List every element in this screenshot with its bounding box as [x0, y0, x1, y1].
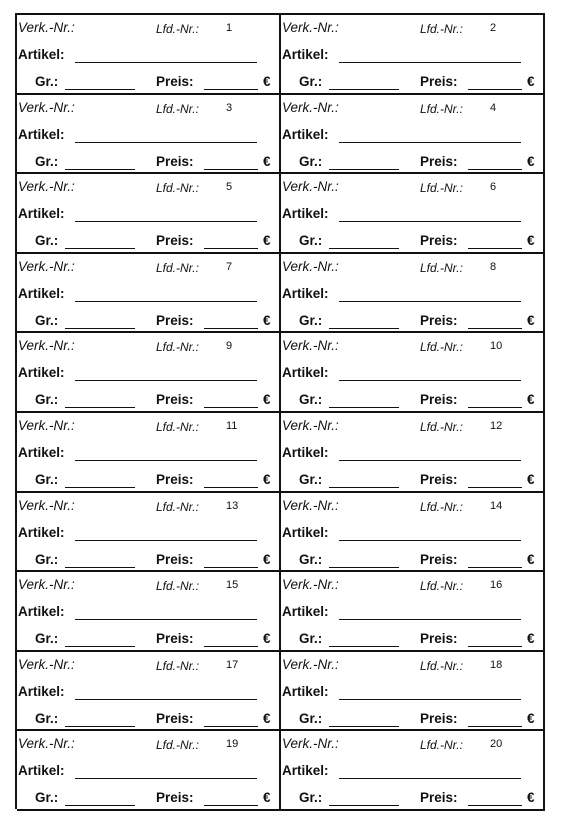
- gr-label: Gr.:: [35, 74, 59, 89]
- artikel-label: Artikel:: [282, 683, 329, 699]
- lfd-nr-label: Lfd.-Nr.:: [420, 499, 463, 514]
- gr-line: [65, 328, 135, 329]
- preis-line: [468, 726, 522, 727]
- price-label-card: [281, 413, 545, 493]
- preis-line: [204, 805, 258, 806]
- preis-label: Preis:: [156, 471, 194, 487]
- gr-line: [329, 567, 399, 568]
- price-label-card: [17, 174, 281, 254]
- lfd-nr-label: Lfd.-Nr.:: [156, 101, 199, 116]
- artikel-label: Artikel:: [18, 444, 65, 460]
- preis-label: Preis:: [156, 153, 194, 169]
- lfd-nr-label: Lfd.-Nr.:: [420, 260, 463, 275]
- preis-line: [468, 646, 522, 647]
- lfd-nr-value: 13: [226, 499, 239, 512]
- artikel-line: [75, 142, 257, 143]
- verk-nr-label: Verk.-Nr.:: [282, 338, 339, 354]
- gr-label: Gr.:: [299, 631, 323, 647]
- artikel-label: Artikel:: [18, 206, 65, 222]
- artikel-line: [339, 619, 521, 620]
- verk-nr-label: Verk.-Nr.:: [282, 577, 339, 593]
- lfd-nr-label: Lfd.-Nr.:: [420, 340, 463, 355]
- artikel-line: [339, 699, 521, 700]
- verk-nr-label: Verk.-Nr.:: [18, 338, 75, 354]
- preis-line: [468, 328, 522, 329]
- verk-nr-label: Verk.-Nr.:: [282, 417, 339, 433]
- preis-label: Preis:: [156, 74, 194, 89]
- verk-nr-label: Verk.-Nr.:: [18, 20, 75, 35]
- preis-line: [468, 487, 522, 488]
- gr-label: Gr.:: [35, 790, 59, 806]
- preis-label: Preis:: [156, 312, 194, 328]
- price-label-card: [281, 15, 545, 95]
- verk-nr-label: Verk.-Nr.:: [18, 258, 75, 274]
- verk-nr-label: Verk.-Nr.:: [282, 258, 339, 274]
- artikel-line: [75, 778, 257, 779]
- preis-label: Preis:: [156, 790, 194, 806]
- verk-nr-label: Verk.-Nr.:: [18, 656, 75, 672]
- artikel-label: Artikel:: [18, 47, 65, 62]
- artikel-label: Artikel:: [282, 763, 329, 779]
- lfd-nr-value: 5: [226, 181, 233, 194]
- artikel-line: [339, 460, 521, 461]
- verk-nr-label: Verk.-Nr.:: [18, 577, 75, 593]
- gr-line: [65, 248, 135, 249]
- artikel-label: Artikel:: [282, 126, 329, 142]
- price-label-card: [17, 572, 281, 652]
- preis-label: Preis:: [420, 631, 458, 647]
- verk-nr-label: Verk.-Nr.:: [282, 99, 339, 115]
- gr-line: [65, 169, 135, 170]
- preis-label: Preis:: [156, 233, 194, 249]
- lfd-nr-value: 8: [490, 260, 497, 273]
- euro-sign: €: [527, 710, 535, 726]
- gr-line: [329, 328, 399, 329]
- artikel-line: [339, 380, 521, 381]
- euro-sign: €: [263, 551, 271, 567]
- gr-line: [65, 726, 135, 727]
- gr-label: Gr.:: [35, 551, 59, 567]
- lfd-nr-label: Lfd.-Nr.:: [156, 419, 199, 434]
- price-label-card: [281, 652, 545, 732]
- gr-label: Gr.:: [299, 392, 323, 408]
- artikel-label: Artikel:: [282, 285, 329, 301]
- gr-label: Gr.:: [35, 233, 59, 249]
- artikel-line: [75, 380, 257, 381]
- preis-label: Preis:: [156, 631, 194, 647]
- lfd-nr-value: 17: [226, 658, 239, 671]
- price-label-card: [281, 731, 545, 811]
- artikel-line: [339, 62, 521, 63]
- lfd-nr-label: Lfd.-Nr.:: [420, 101, 463, 116]
- euro-sign: €: [263, 153, 271, 169]
- gr-label: Gr.:: [35, 312, 59, 328]
- preis-label: Preis:: [420, 312, 458, 328]
- euro-sign: €: [527, 153, 535, 169]
- artikel-line: [75, 699, 257, 700]
- lfd-nr-value: 1: [226, 22, 233, 34]
- price-label-card: [17, 652, 281, 732]
- lfd-nr-label: Lfd.-Nr.:: [156, 181, 199, 196]
- euro-sign: €: [263, 312, 271, 328]
- artikel-label: Artikel:: [282, 524, 329, 540]
- preis-label: Preis:: [156, 392, 194, 408]
- lfd-nr-value: 19: [226, 738, 239, 751]
- artikel-line: [75, 460, 257, 461]
- preis-line: [204, 328, 258, 329]
- gr-line: [329, 726, 399, 727]
- lfd-nr-label: Lfd.-Nr.:: [420, 22, 463, 36]
- price-label-card: [17, 731, 281, 811]
- gr-line: [329, 169, 399, 170]
- artikel-line: [339, 540, 521, 541]
- preis-line: [204, 89, 258, 90]
- verk-nr-label: Verk.-Nr.:: [282, 497, 339, 513]
- lfd-nr-value: 15: [226, 579, 239, 592]
- gr-line: [65, 646, 135, 647]
- euro-sign: €: [527, 233, 535, 249]
- artikel-line: [339, 221, 521, 222]
- lfd-nr-label: Lfd.-Nr.:: [156, 340, 199, 355]
- gr-line: [329, 89, 399, 90]
- gr-label: Gr.:: [299, 153, 323, 169]
- verk-nr-label: Verk.-Nr.:: [282, 20, 339, 35]
- euro-sign: €: [263, 471, 271, 487]
- artikel-label: Artikel:: [18, 604, 65, 620]
- price-label-card: [281, 493, 545, 573]
- gr-label: Gr.:: [35, 153, 59, 169]
- artikel-label: Artikel:: [282, 444, 329, 460]
- preis-label: Preis:: [420, 153, 458, 169]
- verk-nr-label: Verk.-Nr.:: [282, 179, 339, 195]
- preis-label: Preis:: [420, 392, 458, 408]
- lfd-nr-value: 11: [226, 419, 238, 432]
- artikel-line: [75, 540, 257, 541]
- euro-sign: €: [527, 790, 535, 806]
- artikel-label: Artikel:: [282, 365, 329, 381]
- artikel-label: Artikel:: [282, 47, 329, 62]
- gr-line: [329, 248, 399, 249]
- preis-line: [468, 407, 522, 408]
- gr-label: Gr.:: [299, 790, 323, 806]
- euro-sign: €: [527, 74, 535, 89]
- lfd-nr-label: Lfd.-Nr.:: [420, 181, 463, 196]
- lfd-nr-value: 10: [490, 340, 503, 353]
- gr-label: Gr.:: [299, 74, 323, 89]
- price-label-card: [17, 95, 281, 175]
- gr-line: [329, 487, 399, 488]
- gr-label: Gr.:: [299, 312, 323, 328]
- preis-label: Preis:: [156, 710, 194, 726]
- price-label-card: [17, 254, 281, 334]
- preis-line: [204, 646, 258, 647]
- gr-label: Gr.:: [299, 233, 323, 249]
- preis-label: Preis:: [420, 710, 458, 726]
- lfd-nr-label: Lfd.-Nr.:: [420, 738, 463, 753]
- gr-label: Gr.:: [35, 631, 59, 647]
- artikel-line: [339, 778, 521, 779]
- gr-line: [65, 567, 135, 568]
- euro-sign: €: [263, 790, 271, 806]
- preis-line: [204, 407, 258, 408]
- lfd-nr-label: Lfd.-Nr.:: [156, 579, 199, 594]
- lfd-nr-value: 18: [490, 658, 503, 671]
- gr-label: Gr.:: [299, 710, 323, 726]
- euro-sign: €: [527, 392, 535, 408]
- euro-sign: €: [527, 312, 535, 328]
- artikel-label: Artikel:: [18, 285, 65, 301]
- artikel-label: Artikel:: [282, 206, 329, 222]
- verk-nr-label: Verk.-Nr.:: [18, 99, 75, 115]
- gr-line: [65, 407, 135, 408]
- euro-sign: €: [263, 392, 271, 408]
- lfd-nr-value: 12: [490, 419, 503, 432]
- artikel-line: [75, 301, 257, 302]
- lfd-nr-value: 16: [490, 579, 503, 592]
- artikel-line: [75, 62, 257, 63]
- price-label-card: [281, 95, 545, 175]
- verk-nr-label: Verk.-Nr.:: [18, 417, 75, 433]
- preis-line: [468, 169, 522, 170]
- lfd-nr-value: 20: [490, 738, 503, 751]
- lfd-nr-label: Lfd.-Nr.:: [156, 22, 199, 36]
- gr-line: [329, 805, 399, 806]
- preis-line: [204, 726, 258, 727]
- artikel-label: Artikel:: [18, 126, 65, 142]
- lfd-nr-value: 14: [490, 499, 503, 512]
- artikel-line: [339, 301, 521, 302]
- preis-line: [204, 169, 258, 170]
- preis-label: Preis:: [420, 74, 458, 89]
- lfd-nr-label: Lfd.-Nr.:: [156, 738, 199, 753]
- euro-sign: €: [527, 551, 535, 567]
- verk-nr-label: Verk.-Nr.:: [282, 656, 339, 672]
- price-label-card: [17, 333, 281, 413]
- lfd-nr-label: Lfd.-Nr.:: [156, 499, 199, 514]
- artikel-line: [75, 221, 257, 222]
- price-label-card: [281, 572, 545, 652]
- preis-line: [204, 248, 258, 249]
- verk-nr-label: Verk.-Nr.:: [282, 736, 339, 752]
- gr-line: [329, 646, 399, 647]
- gr-line: [65, 805, 135, 806]
- gr-label: Gr.:: [35, 710, 59, 726]
- verk-nr-label: Verk.-Nr.:: [18, 179, 75, 195]
- price-label-card: [17, 15, 281, 95]
- gr-line: [65, 89, 135, 90]
- price-label-card: [17, 413, 281, 493]
- artikel-label: Artikel:: [18, 763, 65, 779]
- price-label-card: [17, 493, 281, 573]
- lfd-nr-value: 3: [226, 101, 233, 114]
- euro-sign: €: [527, 631, 535, 647]
- gr-label: Gr.:: [299, 471, 323, 487]
- price-label-card: [281, 333, 545, 413]
- lfd-nr-label: Lfd.-Nr.:: [420, 658, 463, 673]
- verk-nr-label: Verk.-Nr.:: [18, 497, 75, 513]
- preis-label: Preis:: [420, 233, 458, 249]
- artikel-line: [339, 142, 521, 143]
- preis-line: [204, 487, 258, 488]
- preis-label: Preis:: [420, 790, 458, 806]
- artikel-label: Artikel:: [18, 683, 65, 699]
- preis-label: Preis:: [156, 551, 194, 567]
- preis-label: Preis:: [420, 551, 458, 567]
- lfd-nr-value: 2: [490, 22, 497, 34]
- preis-line: [468, 89, 522, 90]
- preis-line: [468, 248, 522, 249]
- lfd-nr-value: 9: [226, 340, 233, 353]
- lfd-nr-value: 6: [490, 181, 497, 194]
- gr-line: [329, 407, 399, 408]
- preis-line: [204, 567, 258, 568]
- euro-sign: €: [263, 74, 271, 89]
- lfd-nr-label: Lfd.-Nr.:: [156, 658, 199, 673]
- label-sheet: [15, 13, 545, 809]
- preis-line: [468, 567, 522, 568]
- verk-nr-label: Verk.-Nr.:: [18, 736, 75, 752]
- preis-label: Preis:: [420, 471, 458, 487]
- euro-sign: €: [527, 471, 535, 487]
- price-label-card: [281, 254, 545, 334]
- euro-sign: €: [263, 710, 271, 726]
- lfd-nr-label: Lfd.-Nr.:: [420, 419, 463, 434]
- gr-label: Gr.:: [299, 551, 323, 567]
- lfd-nr-value: 7: [226, 260, 233, 273]
- artikel-label: Artikel:: [282, 604, 329, 620]
- euro-sign: €: [263, 233, 271, 249]
- price-label-card: [281, 174, 545, 254]
- artikel-label: Artikel:: [18, 524, 65, 540]
- preis-line: [468, 805, 522, 806]
- lfd-nr-label: Lfd.-Nr.:: [420, 579, 463, 594]
- gr-line: [65, 487, 135, 488]
- lfd-nr-value: 4: [490, 101, 497, 114]
- gr-label: Gr.:: [35, 392, 59, 408]
- euro-sign: €: [263, 631, 271, 647]
- lfd-nr-label: Lfd.-Nr.:: [156, 260, 199, 275]
- artikel-line: [75, 619, 257, 620]
- artikel-label: Artikel:: [18, 365, 65, 381]
- gr-label: Gr.:: [35, 471, 59, 487]
